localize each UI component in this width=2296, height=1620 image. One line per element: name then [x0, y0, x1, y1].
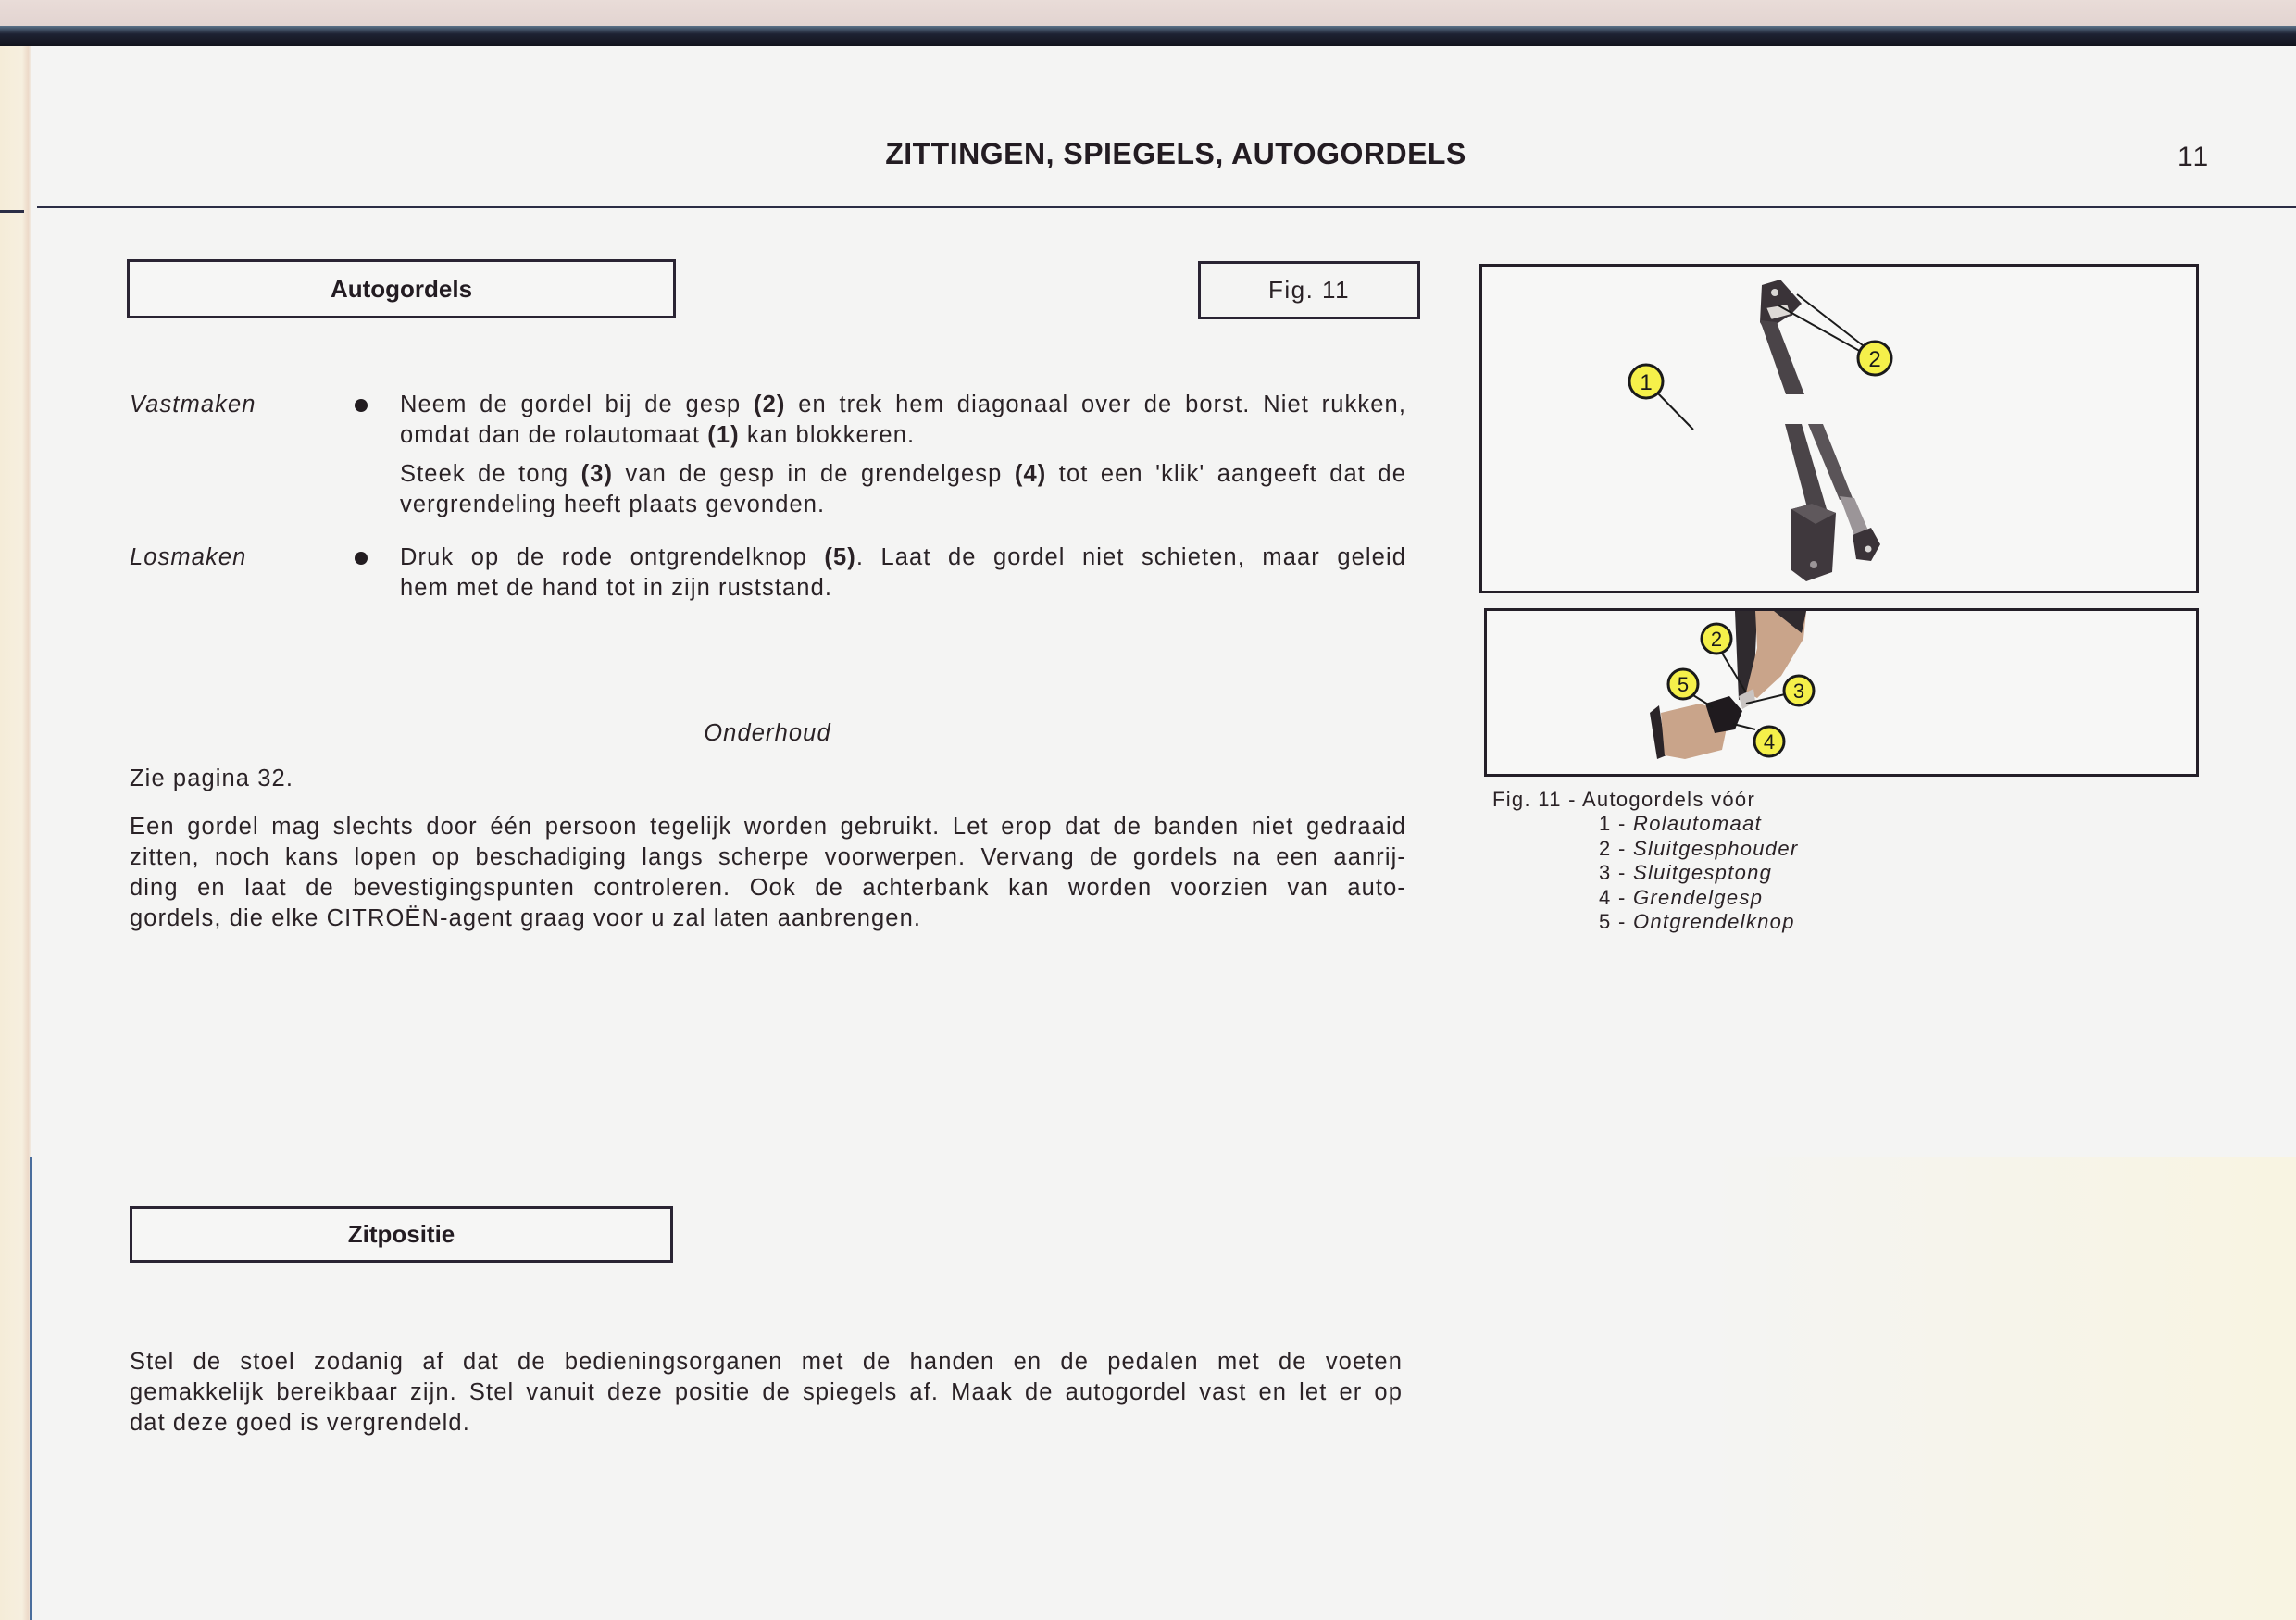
scan-background — [0, 0, 2296, 28]
item-label-vastmaken: Vastmaken — [130, 392, 256, 417]
callout-5-icon — [1668, 669, 1698, 699]
instruction-line: Druk op de rode ontgrendelknop (5). Laat de gordel niet schieten, maar geleid — [400, 544, 1406, 570]
instruction-line: omdat dan de rolautomaat (1) kan blokkeren. — [400, 422, 916, 448]
legend-item: 2 - Sluitgesphouder — [1599, 836, 1799, 860]
instruction-text — [400, 390, 1406, 520]
svg-text:5: 5 — [1677, 673, 1690, 696]
svg-text:1: 1 — [1640, 370, 1653, 395]
book-binding-edge — [0, 46, 31, 1620]
paragraph-line: dat deze goed is vergrendeld. — [130, 1410, 470, 1436]
upper-belt-strap — [1760, 320, 1804, 394]
scan-edge-band — [0, 26, 2296, 46]
figure-panel-retractor — [1479, 264, 2199, 593]
paper-tint — [1713, 1157, 2296, 1620]
see-page-text: Zie pagina 32. — [130, 766, 294, 791]
instruction-text — [400, 542, 1406, 604]
instruction-line: vergrendeling heeft plaats gevonden. — [400, 492, 826, 517]
callout-2-icon — [1702, 624, 1731, 654]
section-heading-text: Zitpositie — [347, 1220, 455, 1248]
bullet-icon — [355, 399, 368, 412]
figure-reference-box — [1198, 261, 1420, 319]
svg-text:2: 2 — [1868, 347, 1881, 372]
callout-1-icon — [1629, 365, 1663, 398]
legend-item: 4 - Grendelgesp — [1599, 885, 1764, 909]
paragraph-line: gordels, die elke CITROËN-agent graag voor u zal laten aanbrengen. — [130, 905, 922, 931]
figure-caption-title: Fig. 11 - Autogordels vóór — [1492, 788, 1756, 811]
paragraph-line: gemakkelijk bereikbaar zijn. Stel vanuit deze positie de spiegels af. Maak de autogordel vast en let er op — [130, 1379, 1403, 1405]
paragraph-line: ding en laat de bevestigingspunten controleren. Ook de achterbank kan worden voorzien van auto- — [130, 875, 1406, 901]
callout-4-icon — [1754, 727, 1784, 756]
legend-item: 1 - Rolautomaat — [1599, 812, 1763, 835]
section-heading-seatbelts — [127, 259, 676, 318]
instruction-line: hem met de hand tot in zijn ruststand. — [400, 575, 833, 601]
legend-item: 5 - Ontgrendelknop — [1599, 910, 1795, 933]
figure-panel-buckle — [1484, 608, 2199, 777]
svg-text:4: 4 — [1763, 730, 1776, 754]
figure-legend — [1599, 812, 1799, 935]
bullet-icon — [355, 552, 368, 565]
header-rule — [37, 206, 2296, 208]
section-heading-text: Autogordels — [330, 274, 473, 303]
seating-paragraph — [130, 1347, 1403, 1439]
binding-line — [30, 1157, 32, 1620]
seatbelt-buckle-illustration — [1487, 611, 2196, 774]
instruction-line: Steek de tong (3) van de gesp in de grendelgesp (4) tot een 'klik' aangeeft dat de — [400, 461, 1406, 487]
item-label-losmaken: Losmaken — [130, 544, 247, 570]
header-rule-stub — [0, 210, 24, 213]
legend-item: 3 - Sluitgesptong — [1599, 861, 1773, 884]
svg-text:2: 2 — [1710, 628, 1723, 651]
maintenance-paragraph — [130, 812, 1406, 934]
paragraph-line: Een gordel mag slechts door één persoon tegelijk worden gebruikt. Let erop dat de banden niet gedraaid — [130, 814, 1406, 840]
subheading-maintenance: Onderhoud — [704, 720, 831, 746]
instruction-line: Neem de gordel bij de gesp (2) en trek hem diagonaal over de borst. Niet rukken, — [400, 392, 1406, 417]
seatbelt-retractor-illustration — [1482, 267, 2196, 591]
section-heading-seating — [130, 1206, 673, 1263]
callout-3-icon — [1784, 676, 1814, 705]
paragraph-line: zitten, noch kans lopen op beschadiging langs scherpe voorwerpen. Vervang de gordels na een aanrij- — [130, 844, 1406, 870]
page-title: ZITTINGEN, SPIEGELS, AUTOGORDELS — [885, 137, 1466, 170]
svg-text:3: 3 — [1792, 679, 1805, 703]
callout-2-icon — [1858, 342, 1891, 375]
paragraph-line: Stel de stoel zodanig af dat de bedieningsorganen met de handen en de pedalen met de voeten — [130, 1349, 1403, 1375]
page-number: 11 — [2177, 142, 2211, 172]
figure-reference-text: Fig. 11 — [1267, 276, 1351, 304]
